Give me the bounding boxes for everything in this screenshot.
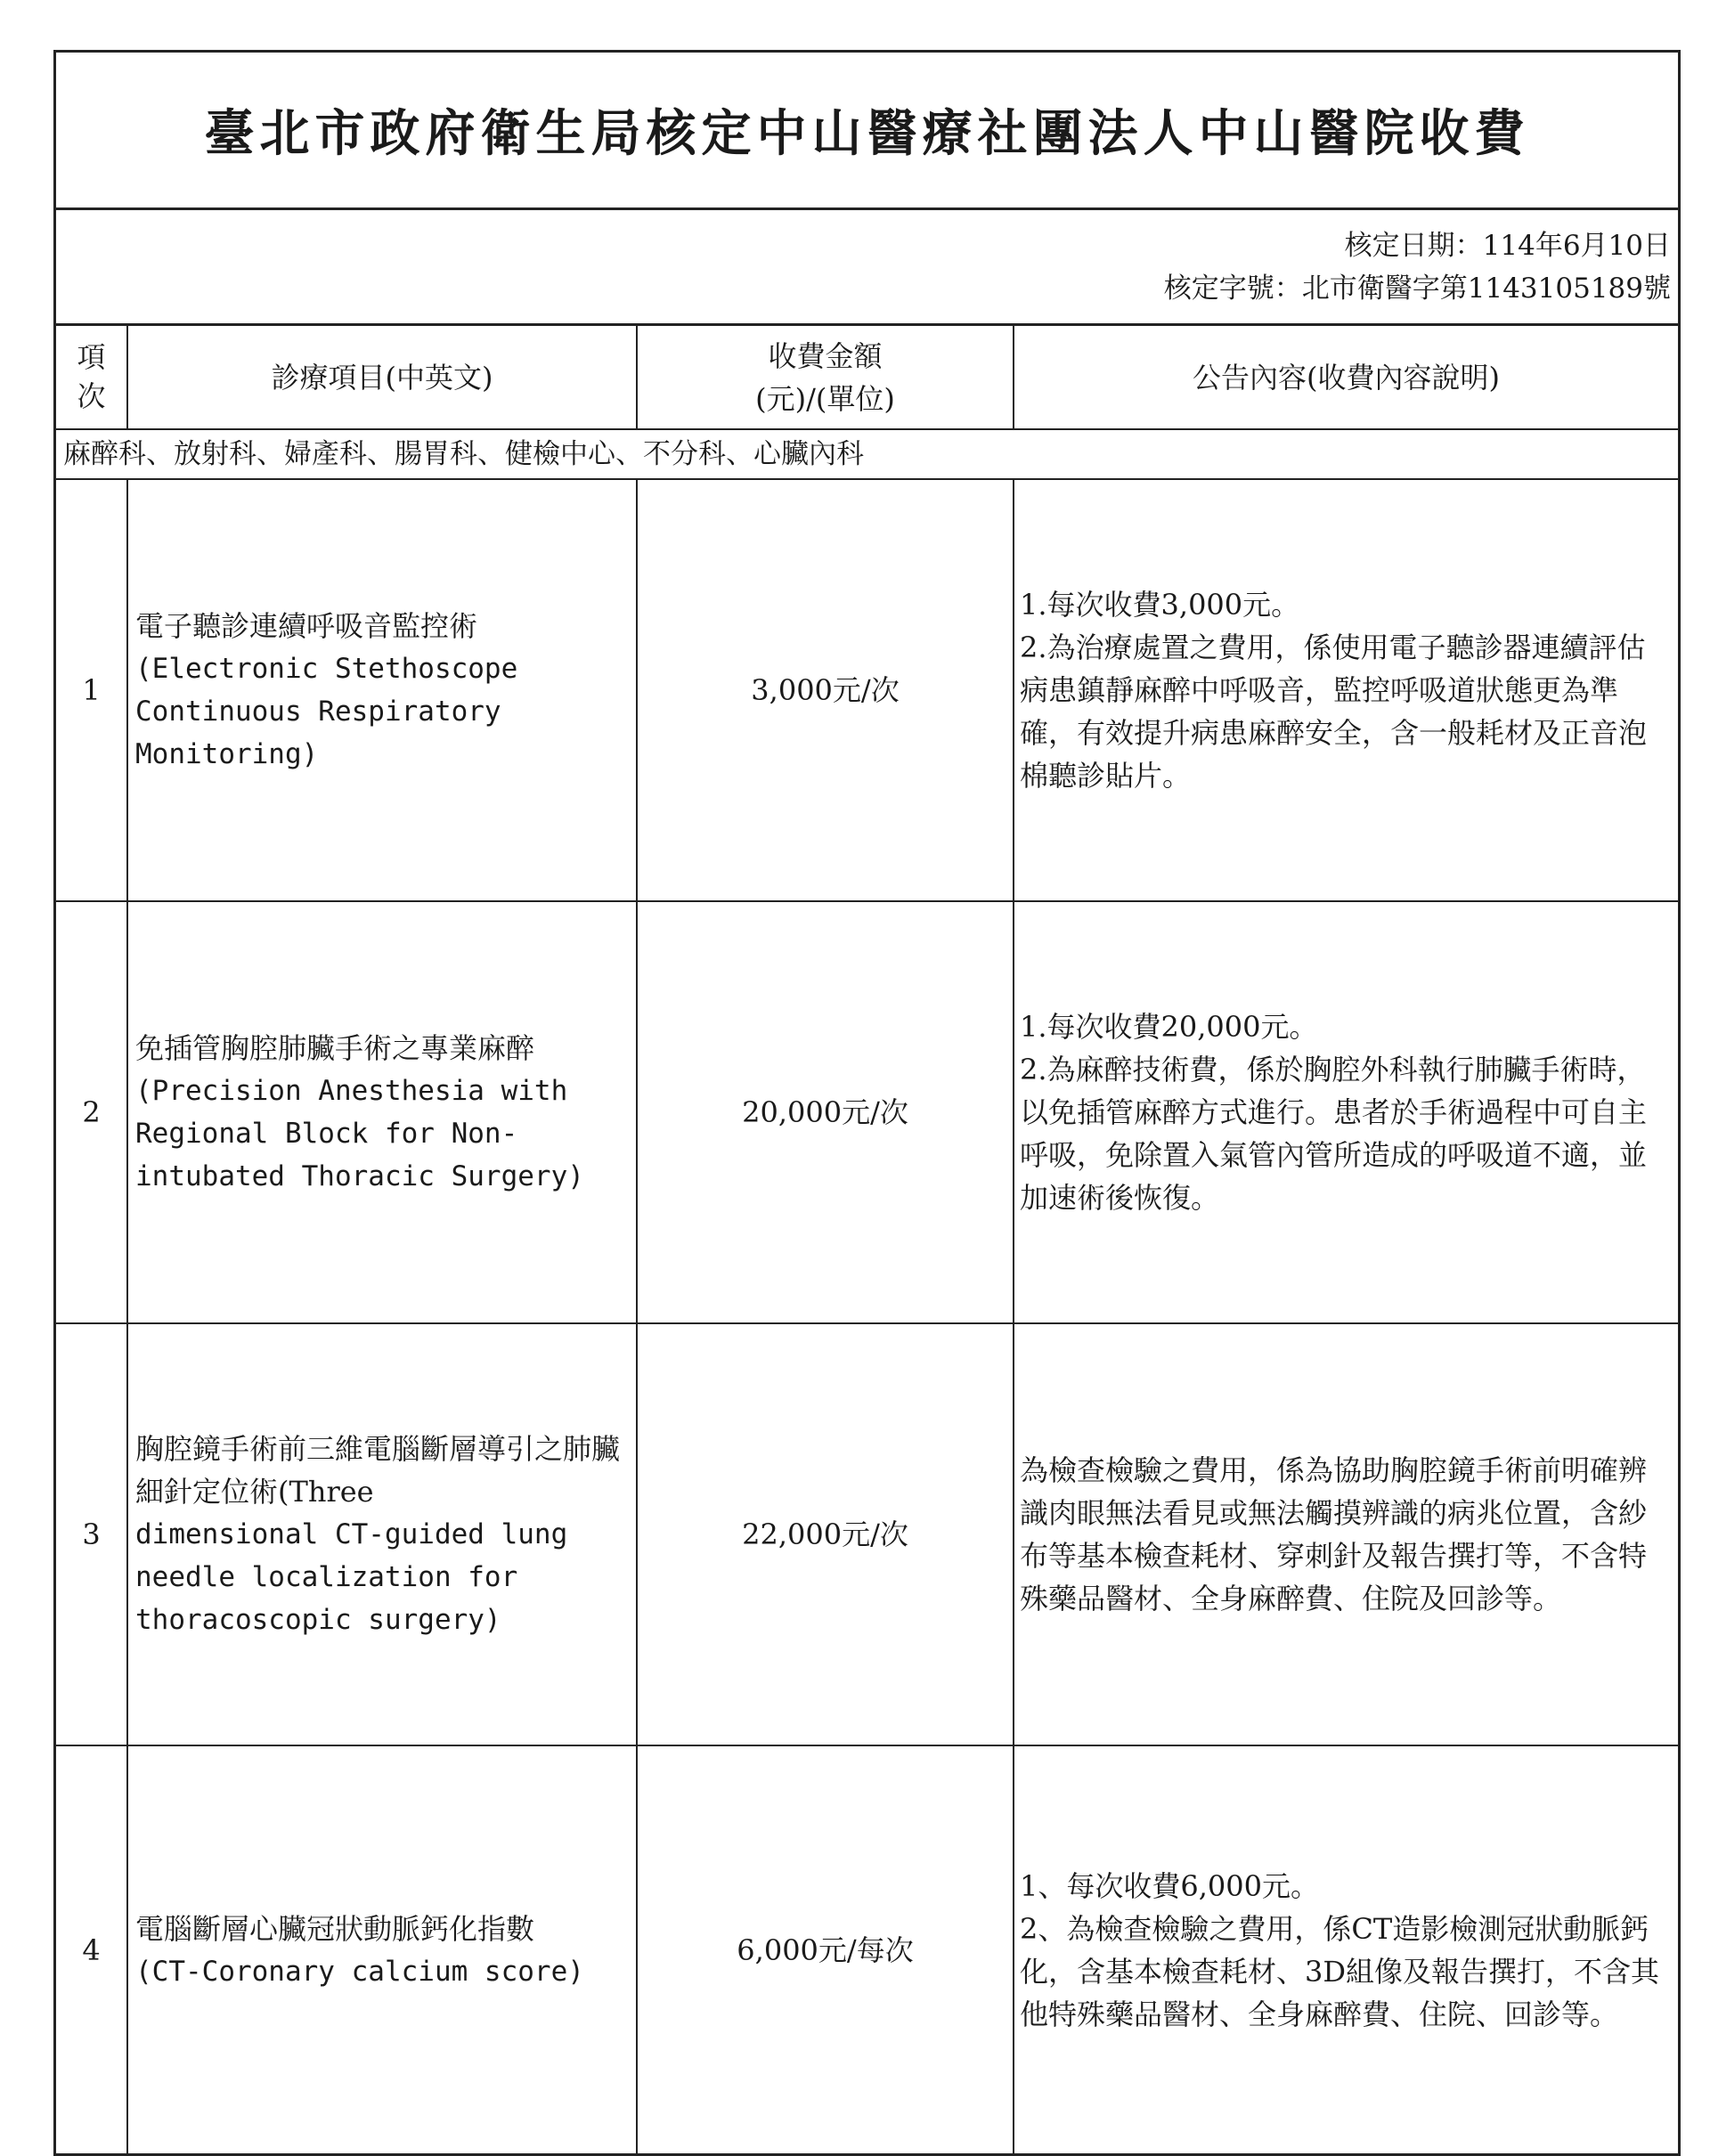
item-name-en: dimensional CT-guided lung needle localization for thoracoscopic surgery) bbox=[135, 1518, 568, 1636]
item-name-en: (Electronic Stethoscope Continuous Respiratory Monitoring) bbox=[135, 653, 518, 770]
table-row bbox=[56, 1323, 1678, 1745]
desc-line: 2.為麻醉技術費，係於胸腔外科執行肺臟手術時，以免插管麻醉方式進行。患者於手術過程中可自主呼吸，免除置入氣管內管所造成的呼吸道不適，並加速術後恢復。 bbox=[1020, 1053, 1648, 1215]
item-name-zh: 電腦斷層心臟冠狀動脈鈣化指數 bbox=[135, 1911, 535, 1946]
desc-line: 1.每次收費3,000元。 bbox=[1020, 588, 1300, 622]
approval-date: 核定日期：114年6月10日 bbox=[1344, 229, 1671, 262]
desc-line: 2、為檢查檢驗之費用，係CT造影檢測冠狀動脈鈣化，含基本檢查耗材、3D組像及報告撰打，不含其他特殊藥品醫材、全身麻醉費、住院、回診等。 bbox=[1020, 1911, 1660, 2031]
row-item bbox=[127, 1745, 637, 2153]
header-fee-line1: 收費金額 bbox=[768, 338, 883, 373]
row-fee: 3,000元/次 bbox=[637, 479, 1014, 901]
desc-line: 2.為治療處置之費用，係使用電子聽診器連續評估病患鎮靜麻醉中呼吸音，監控呼吸道狀態更為準確，有效提升病患麻醉安全，含一般耗材及正音泡棉聽診貼片。 bbox=[1020, 631, 1648, 793]
header-desc: 公告內容(收費內容說明) bbox=[1014, 326, 1678, 429]
row-item bbox=[127, 901, 637, 1323]
title-row bbox=[56, 53, 1678, 210]
desc-line: 1、每次收費6,000元。 bbox=[1020, 1868, 1319, 1903]
row-no: 2 bbox=[56, 901, 127, 1323]
item-name-en: (Precision Anesthesia with Regional Block for Non- intubated Thoracic Surgery) bbox=[135, 1075, 584, 1192]
header-fee bbox=[637, 326, 1014, 429]
header-item: 診療項目(中英文) bbox=[127, 326, 637, 429]
row-item bbox=[127, 479, 637, 901]
section-row bbox=[56, 429, 1678, 479]
desc-line: 為檢查檢驗之費用，係為協助胸腔鏡手術前明確辨識肉眼無法看見或無法觸摸辨識的病兆位置，含紗布等基本檢查耗材、穿刺針及報告撰打等，不含特殊藥品醫材、全身麻醉費、住院及回診等。 bbox=[1020, 1453, 1648, 1615]
row-fee: 6,000元/每次 bbox=[637, 1745, 1014, 2153]
fee-document bbox=[53, 50, 1681, 2156]
document-title: 臺北市政府衛生局核定中山醫療社團法人中山醫院收費 bbox=[204, 104, 1530, 163]
item-name-zh: 免插管胸腔肺臟手術之專業麻醉 bbox=[135, 1031, 535, 1065]
table-header-row bbox=[56, 326, 1678, 429]
item-name-zh: 電子聽診連續呼吸音監控術 bbox=[135, 609, 478, 643]
header-no bbox=[56, 326, 127, 429]
row-no: 4 bbox=[56, 1745, 127, 2153]
row-no: 3 bbox=[56, 1323, 127, 1745]
row-fee: 22,000元/次 bbox=[637, 1323, 1014, 1745]
approval-info bbox=[56, 210, 1678, 326]
row-desc bbox=[1014, 1745, 1678, 2153]
table-row bbox=[56, 1745, 1678, 2153]
row-desc bbox=[1014, 901, 1678, 1323]
row-desc bbox=[1014, 479, 1678, 901]
table-row bbox=[56, 901, 1678, 1323]
row-item bbox=[127, 1323, 637, 1745]
section-departments: 麻醉科、放射科、婦產科、腸胃科、健檢中心、不分科、心臟內科 bbox=[56, 429, 1678, 479]
approval-number: 核定字號：北市衛醫字第1143105189號 bbox=[1163, 272, 1671, 305]
item-name-zh: 胸腔鏡手術前三維電腦斷層導引之肺臟細針定位術(Three bbox=[135, 1432, 621, 1509]
table-row bbox=[56, 479, 1678, 901]
row-fee: 20,000元/次 bbox=[637, 901, 1014, 1323]
item-name-en: (CT-Coronary calcium score) bbox=[135, 1955, 584, 1988]
fee-table bbox=[56, 326, 1678, 2153]
header-no-label: 項次 bbox=[77, 339, 106, 413]
header-fee-line2: (元)/(單位) bbox=[755, 381, 895, 416]
row-no: 1 bbox=[56, 479, 127, 901]
row-desc bbox=[1014, 1323, 1678, 1745]
desc-line: 1.每次收費20,000元。 bbox=[1020, 1010, 1318, 1044]
